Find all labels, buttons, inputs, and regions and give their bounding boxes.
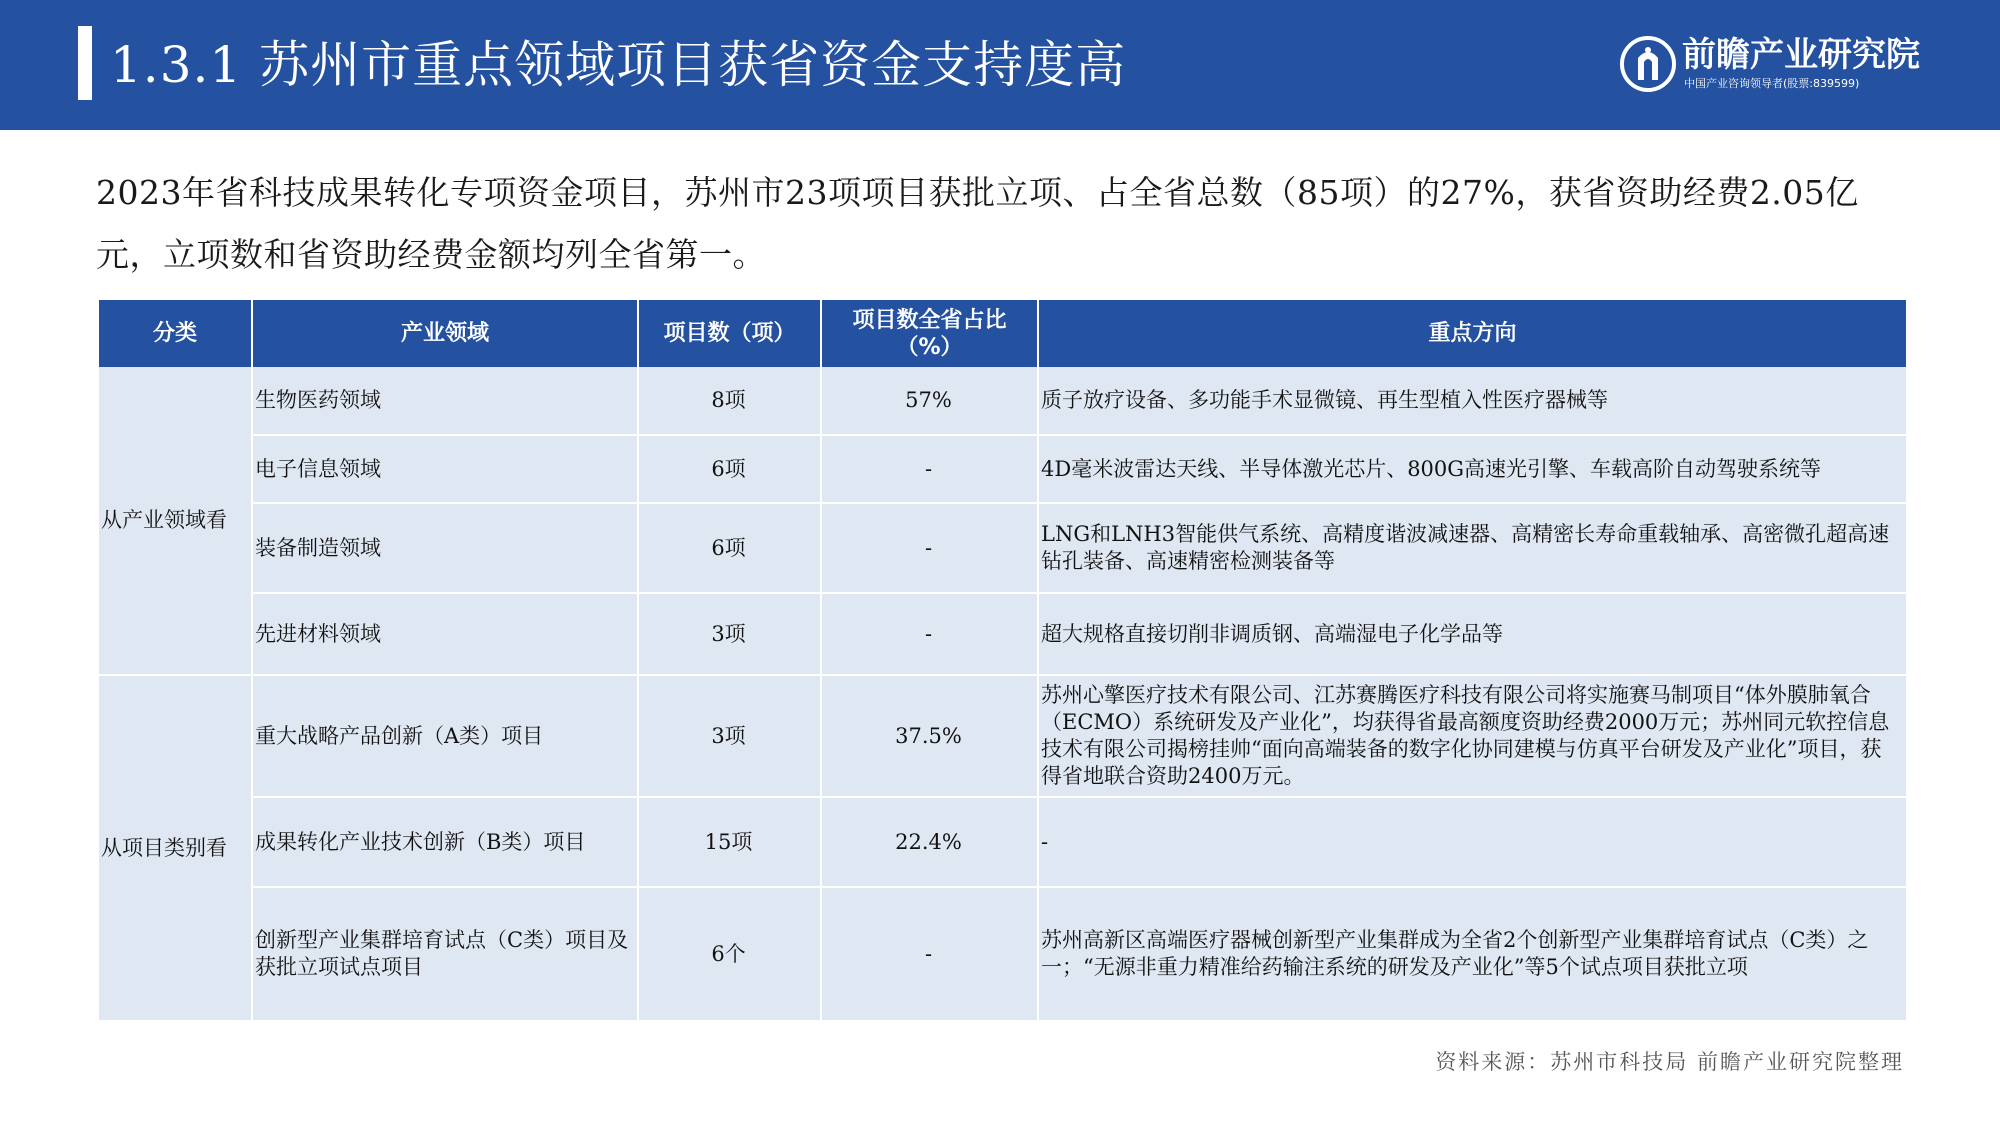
- table-row: [99, 797, 1907, 887]
- group-label: 从项目类别看: [99, 675, 252, 1021]
- brand-tagline: 中国产业咨询领导者(股票:839599): [1684, 77, 1860, 90]
- cell-focus: 4D毫米波雷达天线、半导体激光芯片、800G高速光引擎、车载高阶自动驾驶系统等: [1038, 435, 1907, 503]
- table-row: [99, 675, 1907, 797]
- header-focus: 重点方向: [1038, 300, 1907, 367]
- page-title: 1.3.1 苏州市重点领域项目获省资金支持度高: [110, 36, 1127, 94]
- cell-share: -: [821, 435, 1038, 503]
- cell-field: 创新型产业集群培育试点（C类）项目及获批立项试点项目: [252, 887, 638, 1021]
- cell-focus: LNG和LNH3智能供气系统、高精度谐波减速器、高精密长寿命重载轴承、高密微孔超高速钻孔装备、高速精密检测装备等: [1038, 503, 1907, 593]
- header-share: 项目数全省占比（%）: [821, 300, 1038, 367]
- table-row: [99, 367, 1907, 435]
- cell-focus: -: [1038, 797, 1907, 887]
- table-row: [99, 503, 1907, 593]
- cell-count: 6项: [638, 503, 821, 593]
- cell-focus: 苏州高新区高端医疗器械创新型产业集群成为全省2个创新型产业集群培育试点（C类）之一；“无源非重力精准给药输注系统的研发及产业化”等5个试点项目获批立项: [1038, 887, 1907, 1021]
- table-header-row: [99, 300, 1907, 367]
- cell-count: 6项: [638, 435, 821, 503]
- brand-logo: [1620, 34, 1930, 98]
- source-note: 资料来源：苏州市科技局 前瞻产业研究院整理: [1435, 1050, 1904, 1074]
- cell-share: 22.4%: [821, 797, 1038, 887]
- funding-table: [99, 300, 1908, 1022]
- group-label: 从产业领域看: [99, 367, 252, 675]
- table-row: [99, 435, 1907, 503]
- cell-share: -: [821, 887, 1038, 1021]
- cell-focus: 质子放疗设备、多功能手术显微镜、再生型植入性医疗器械等: [1038, 367, 1907, 435]
- title-accent-bar: [78, 26, 92, 100]
- cell-share: 37.5%: [821, 675, 1038, 797]
- cell-field: 成果转化产业技术创新（B类）项目: [252, 797, 638, 887]
- cell-share: 57%: [821, 367, 1038, 435]
- cell-field: 重大战略产品创新（A类）项目: [252, 675, 638, 797]
- cell-focus: 苏州心擎医疗技术有限公司、江苏赛腾医疗科技有限公司将实施赛马制项目“体外膜肺氧合（ECMO）系统研发及产业化”，均获得省最高额度资助经费2000万元；苏州同元软控信息技术有限公司揭榜挂帅“面向高端装备的数字化协同建模与仿真平台研发及产业化”项目，获得省地联合资助2400万元。: [1038, 675, 1907, 797]
- cell-field: 先进材料领域: [252, 593, 638, 675]
- header-field: 产业领域: [252, 300, 638, 367]
- cell-count: 6个: [638, 887, 821, 1021]
- table-row: [99, 593, 1907, 675]
- cell-count: 15项: [638, 797, 821, 887]
- cell-count: 3项: [638, 675, 821, 797]
- header-category: 分类: [99, 300, 252, 367]
- cell-share: -: [821, 503, 1038, 593]
- header-count: 项目数（项）: [638, 300, 821, 367]
- cell-field: 生物医药领域: [252, 367, 638, 435]
- intro-paragraph: 2023年省科技成果转化专项资金项目，苏州市23项项目获批立项、占全省总数（85项）的27%，获省资助经费2.05亿元，立项数和省资助经费金额均列全省第一。: [96, 173, 1859, 274]
- cell-field: 电子信息领域: [252, 435, 638, 503]
- cell-focus: 超大规格直接切削非调质钢、高端湿电子化学品等: [1038, 593, 1907, 675]
- brand-name: 前瞻产业研究院: [1682, 35, 1920, 75]
- table-row: [99, 887, 1907, 1021]
- cell-field: 装备制造领域: [252, 503, 638, 593]
- cell-count: 8项: [638, 367, 821, 435]
- cell-count: 3项: [638, 593, 821, 675]
- cell-share: -: [821, 593, 1038, 675]
- brand-logo-icon: [1620, 36, 1676, 92]
- header-bar: [0, 0, 2000, 130]
